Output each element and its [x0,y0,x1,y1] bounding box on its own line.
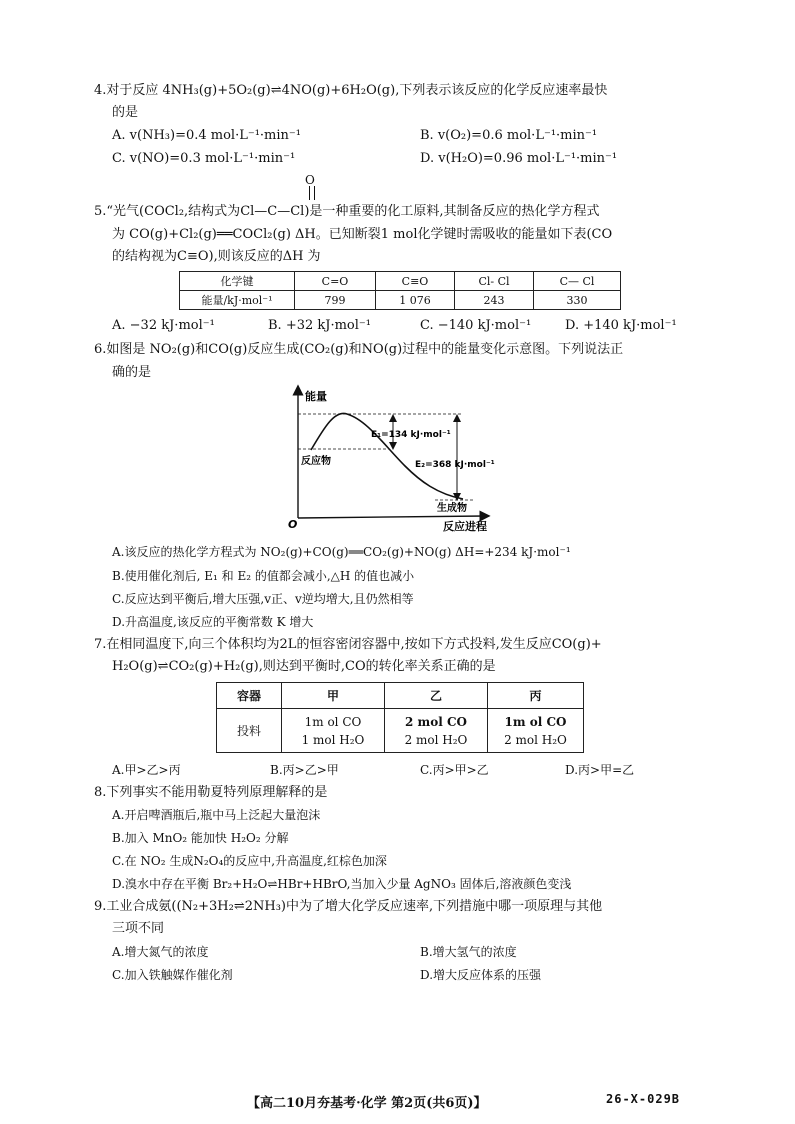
q7-stem-line1: 7.在相同温度下,向三个体积均为2L的恒容密闭容器中,按如下方式投料,发生反应CO(g)+ [94,637,602,652]
q5-table-cell: 243 [455,291,534,310]
origin-label: O [288,518,298,531]
q7-table-header: 甲 [282,683,385,709]
q4-option-c: C. v(NO)=0.3 mol·L⁻¹·min⁻¹ [112,151,296,166]
q4-option-a: A. v(NH₃)=0.4 mol·L⁻¹·min⁻¹ [112,128,301,143]
q4-stem-line2: 的是 [112,105,139,120]
q9-stem-line1: 9.工业合成氨((N₂+3H₂⇌2NH₃)中为了增大化学反应速率,下列措施中哪一项原理与其他 [94,899,603,914]
reactant-label: 反应物 [301,456,331,467]
q5-stem-line3: 的结构视为C≡O),则该反应的ΔH 为 [112,249,321,264]
q8-option-c: C.在 NO₂ 生成N₂O₄的反应中,升高温度,红棕色加深 [112,854,387,868]
q9-option-b: B.增大氢气的浓度 [420,945,517,959]
q5-table-header-row [180,272,621,291]
energy-curve [311,413,463,499]
q5-structure-oxygen: O [305,173,315,187]
q6-option-b: B.使用催化剂后, E₁ 和 E₂ 的值都会减小,△H 的值也减小 [112,569,415,583]
q4-option-b: B. v(O₂)=0.6 mol·L⁻¹·min⁻¹ [420,128,598,143]
q5-stem-line1 [94,203,600,221]
q5-table-row-label: 能量/kJ·mol⁻¹ [180,291,295,310]
q8-option-a: A.开启啤酒瓶后,瓶中马上泛起大量泡沫 [112,808,321,822]
q7-cell-line1: 1m ol CO [304,714,362,729]
q6-option-a: A.该反应的热化学方程式为 NO₂(g)+CO(g)══CO₂(g)+NO(g) ΔH=+234 kJ·mol⁻¹ [112,545,571,559]
q7-table-header: 丙 [488,683,584,709]
q7-table-cell [488,709,584,753]
q5-table-header: Cl- Cl [455,272,534,291]
q5-table-header: 化学键 [180,272,295,291]
q5-option-a: A. −32 kJ·mol⁻¹ [112,318,215,333]
q5-option-c: C. −140 kJ·mol⁻¹ [420,318,532,333]
e1-label: E₁=134 kJ·mol⁻¹ [371,430,451,440]
q5-structure-formula: Cl—C—Cl [240,204,305,219]
q5-option-d: D. +140 kJ·mol⁻¹ [565,318,677,333]
q7-table-header: 乙 [385,683,488,709]
q5-bond-energy-table [179,271,621,310]
q7-cell-line1: 1m ol CO [504,714,567,729]
q5-double-bond [309,186,315,200]
q9-stem-line2: 三项不同 [112,921,165,936]
q7-option-b: B.丙>乙>甲 [270,763,339,777]
q5-stem-part2: )是一种重要的化工原料,其制备反应的热化学方程式 [304,204,600,219]
q5-table-header: C— Cl [534,272,621,291]
q7-table-header: 容器 [217,683,282,709]
q7-cell-line2: 1 mol H₂O [301,732,365,747]
q7-feed-table [216,682,584,753]
page-footer: 【高二10月夯基考·化学 第2页(共6页)】 [247,1096,487,1111]
q7-table-cell [282,709,385,753]
q6-energy-diagram [285,380,515,538]
y-axis-label: 能量 [305,390,327,403]
q4-stem-line1: 4.对于反应 4NH₃(g)+5O₂(g)⇌4NO(g)+6H₂O(g),下列表示该反应的化学反应速率最快 [94,83,608,98]
q7-table-row-label: 投料 [217,709,282,753]
q6-stem-line1: 6.如图是 NO₂(g)和CO(g)反应生成(CO₂(g)和NO(g)过程中的能量变化示意图。下列说法正 [94,342,624,357]
q9-option-a: A.增大氮气的浓度 [112,945,209,959]
q5-table-header: C=O [295,272,376,291]
product-label: 生成物 [437,503,467,514]
q7-option-d: D.丙>甲=乙 [565,763,635,777]
x-axis-label: 反应进程 [443,520,487,533]
q6-option-d: D.升高温度,该反应的平衡常数 K 增大 [112,615,314,629]
q7-table-header-row [217,683,584,709]
q5-table-cell: 330 [534,291,621,310]
q5-table-cell: 799 [295,291,376,310]
q9-option-d: D.增大反应体系的压强 [420,968,542,982]
q7-table-cell [385,709,488,753]
q5-option-b: B. +32 kJ·mol⁻¹ [268,318,371,333]
q7-cell-line2: 2 mol H₂O [504,732,567,747]
paper-code: 26-X-029B [606,1092,681,1106]
q9-option-c: C.加入铁触媒作催化剂 [112,968,233,982]
q7-option-c: C.丙>甲>乙 [420,763,489,777]
q6-stem-line2: 确的是 [112,365,152,380]
q7-cell-line2: 2 mol H₂O [404,732,468,747]
q4-option-d: D. v(H₂O)=0.96 mol·L⁻¹·min⁻¹ [420,151,618,166]
q6-option-c: C.反应达到平衡后,增大压强,v正、v逆均增大,且仍然相等 [112,592,414,606]
q8-option-b: B.加入 MnO₂ 能加快 H₂O₂ 分解 [112,831,289,845]
q7-option-a: A.甲>乙>丙 [112,763,181,777]
q5-table-cell: 1 076 [376,291,455,310]
q7-table-feed-row [217,709,584,753]
q5-stem-line2: 为 CO(g)+Cl₂(g)══COCl₂(g) ΔH。已知断裂1 mol化学键时需吸收的能量如下表(CO [112,227,613,242]
q8-option-d: D.溴水中存在平衡 Br₂+H₂O⇌HBr+HBrO,当加入少量 AgNO₃ 固体后,溶液颜色变浅 [112,877,572,891]
q5-stem-part1: 5.“光气(COCl₂,结构式为 [94,204,241,219]
e2-label: E₂=368 kJ·mol⁻¹ [415,460,495,470]
q5-table-header: C≡O [376,272,455,291]
q7-cell-line1: 2 mol CO [405,714,467,729]
q8-stem: 8.下列事实不能用勒夏特列原理解释的是 [94,785,328,800]
q7-stem-line2: H₂O(g)⇌CO₂(g)+H₂(g),则达到平衡时,CO的转化率关系正确的是 [112,659,496,674]
x-axis [298,516,485,518]
q5-table-value-row [180,291,621,310]
